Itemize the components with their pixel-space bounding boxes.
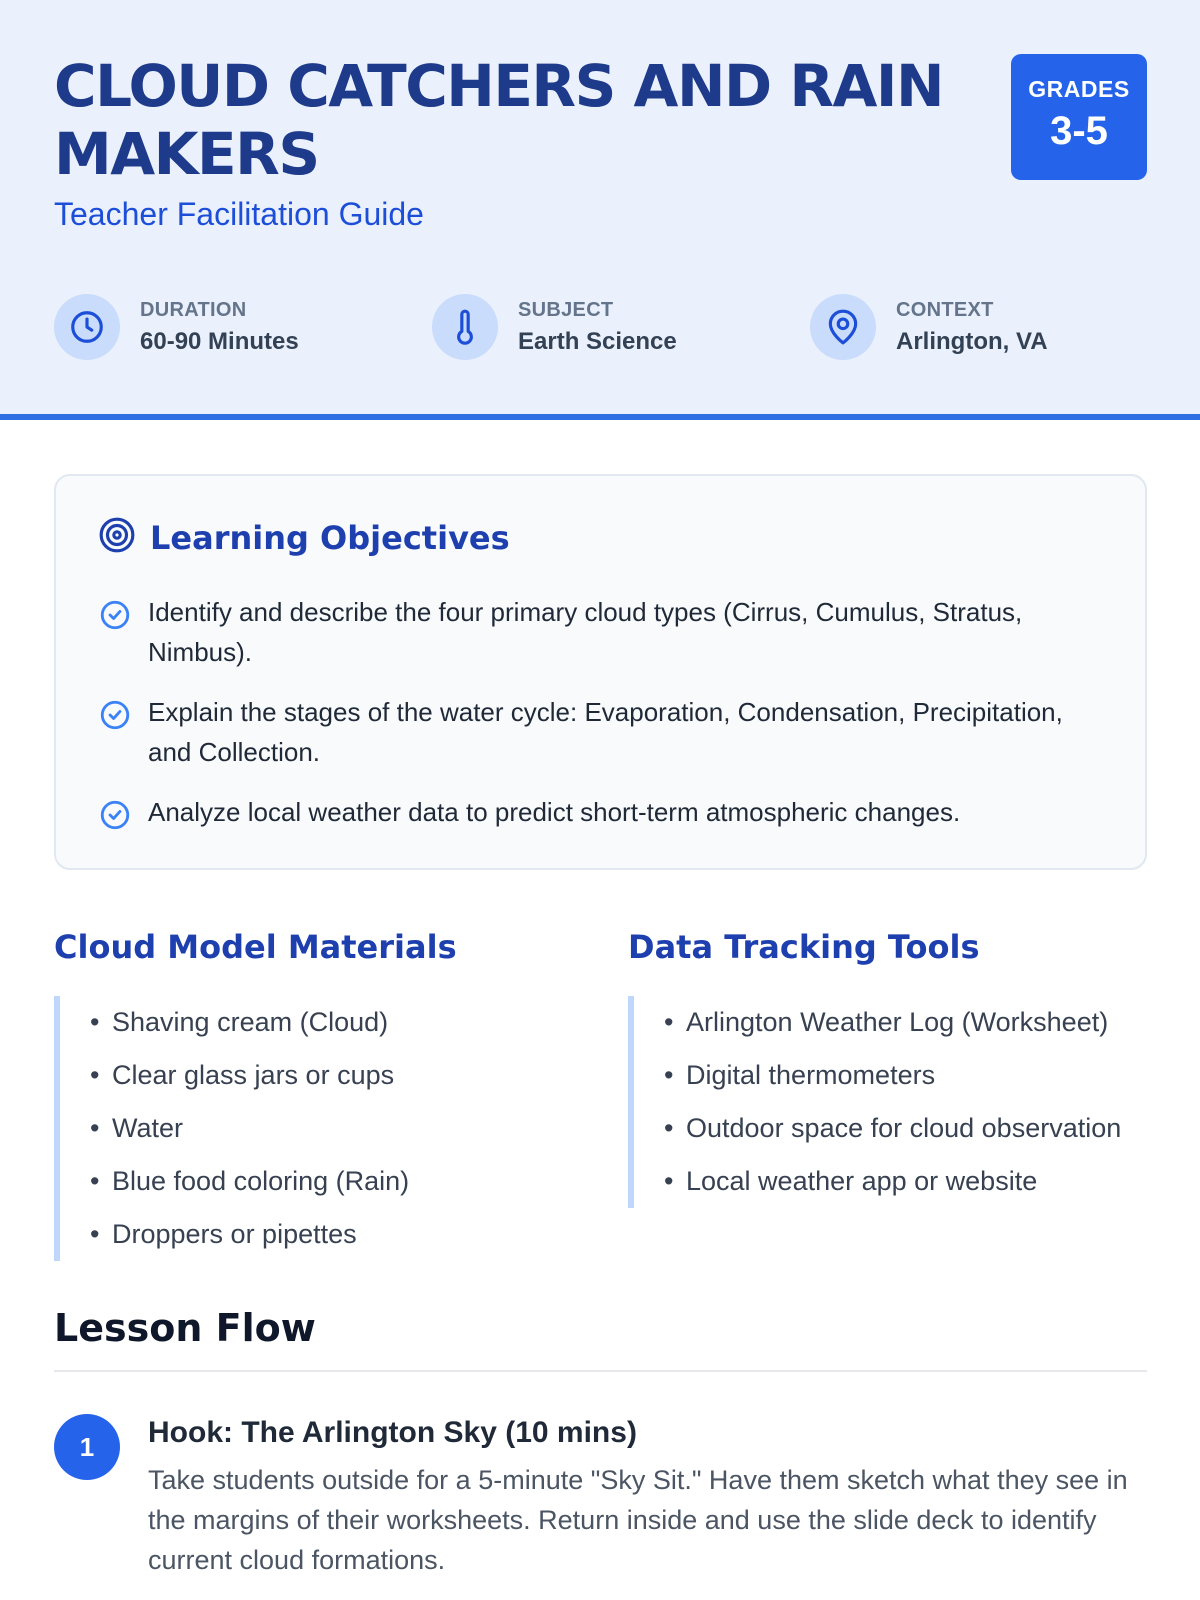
list-item: • Clear glass jars or cups bbox=[90, 1060, 395, 1090]
list-item: • Arlington Weather Log (Worksheet) bbox=[664, 1007, 1109, 1037]
list-item bbox=[98, 692, 1108, 772]
list-item-text: Blue food coloring (Rain) bbox=[112, 1166, 410, 1196]
tools-section bbox=[628, 928, 1188, 1208]
grade-label: GRADES bbox=[1028, 76, 1130, 102]
list-item-text: Shaving cream (Cloud) bbox=[112, 1007, 389, 1037]
lesson-flow-heading: Lesson Flow bbox=[54, 1306, 316, 1350]
check-circle-icon bbox=[98, 598, 132, 637]
list-item-text: Outdoor space for cloud observation bbox=[686, 1113, 1122, 1143]
meta-value: Arlington, VA bbox=[896, 327, 1048, 355]
materials-list bbox=[54, 996, 574, 1261]
map-pin-icon bbox=[810, 294, 876, 360]
tools-list bbox=[628, 996, 1188, 1208]
list-item: • Outdoor space for cloud observation bbox=[664, 1113, 1122, 1143]
list-item: • Digital thermometers bbox=[664, 1060, 936, 1090]
meta-value: 60-90 Minutes bbox=[140, 327, 299, 355]
meta-value: Earth Science bbox=[518, 327, 677, 355]
list-item: • Local weather app or website bbox=[664, 1166, 1038, 1196]
materials-section bbox=[54, 928, 574, 1261]
grade-badge bbox=[1011, 54, 1147, 180]
grade-value: 3-5 bbox=[1050, 109, 1108, 153]
check-circle-icon bbox=[98, 698, 132, 737]
objectives-heading-row bbox=[98, 516, 510, 559]
objective-text: Explain the stages of the water cycle: Evaporation, Condensation, Precipitation, and Collection. bbox=[148, 697, 1063, 767]
list-item: • Shaving cream (Cloud) bbox=[90, 1007, 389, 1037]
objective-text: Analyze local weather data to predict short-term atmospheric changes. bbox=[148, 797, 961, 827]
page-title: CLOUD CATCHERS AND RAIN MAKERS bbox=[54, 52, 943, 188]
learning-objectives-card bbox=[54, 474, 1147, 870]
step-description: Take students outside for a 5-minute "Sky Sit." Have them sketch what they see in the margins of their worksheets. Return inside and use the slide deck to identify current cloud formations. bbox=[148, 1465, 1128, 1575]
list-item-text: Digital thermometers bbox=[686, 1060, 936, 1090]
meta-label: DURATION bbox=[140, 298, 247, 321]
thermometer-icon bbox=[432, 294, 498, 360]
objectives-list bbox=[98, 592, 1108, 857]
list-item: • Water bbox=[90, 1113, 184, 1143]
header bbox=[0, 0, 1200, 420]
meta-label: CONTEXT bbox=[896, 298, 994, 321]
objectives-heading: Learning Objectives bbox=[150, 518, 510, 557]
tools-heading: Data Tracking Tools bbox=[628, 928, 980, 966]
target-icon bbox=[98, 516, 136, 559]
list-item-text: Arlington Weather Log (Worksheet) bbox=[686, 1007, 1109, 1037]
meta-duration bbox=[54, 294, 299, 360]
divider bbox=[54, 1370, 1147, 1372]
list-item-text: Droppers or pipettes bbox=[112, 1219, 357, 1249]
list-item-text: Clear glass jars or cups bbox=[112, 1060, 395, 1090]
list-item-text: Local weather app or website bbox=[686, 1166, 1038, 1196]
meta-subject bbox=[432, 294, 677, 360]
list-item bbox=[98, 792, 1108, 837]
check-circle-icon bbox=[98, 798, 132, 837]
page-subtitle: Teacher Facilitation Guide bbox=[54, 196, 424, 232]
step-number-badge: 1 bbox=[54, 1414, 120, 1480]
clock-icon bbox=[54, 294, 120, 360]
list-item bbox=[98, 592, 1108, 672]
meta-context bbox=[810, 294, 1048, 360]
objective-text: Identify and describe the four primary cloud types (Cirrus, Cumulus, Stratus, Nimbus). bbox=[148, 597, 1023, 667]
materials-heading: Cloud Model Materials bbox=[54, 928, 457, 966]
meta-label: SUBJECT bbox=[518, 298, 614, 321]
list-item: • Blue food coloring (Rain) bbox=[90, 1166, 410, 1196]
step-title: Hook: The Arlington Sky (10 mins) bbox=[148, 1416, 637, 1449]
list-item: • Droppers or pipettes bbox=[90, 1219, 357, 1249]
list-item-text: Water bbox=[112, 1113, 184, 1143]
